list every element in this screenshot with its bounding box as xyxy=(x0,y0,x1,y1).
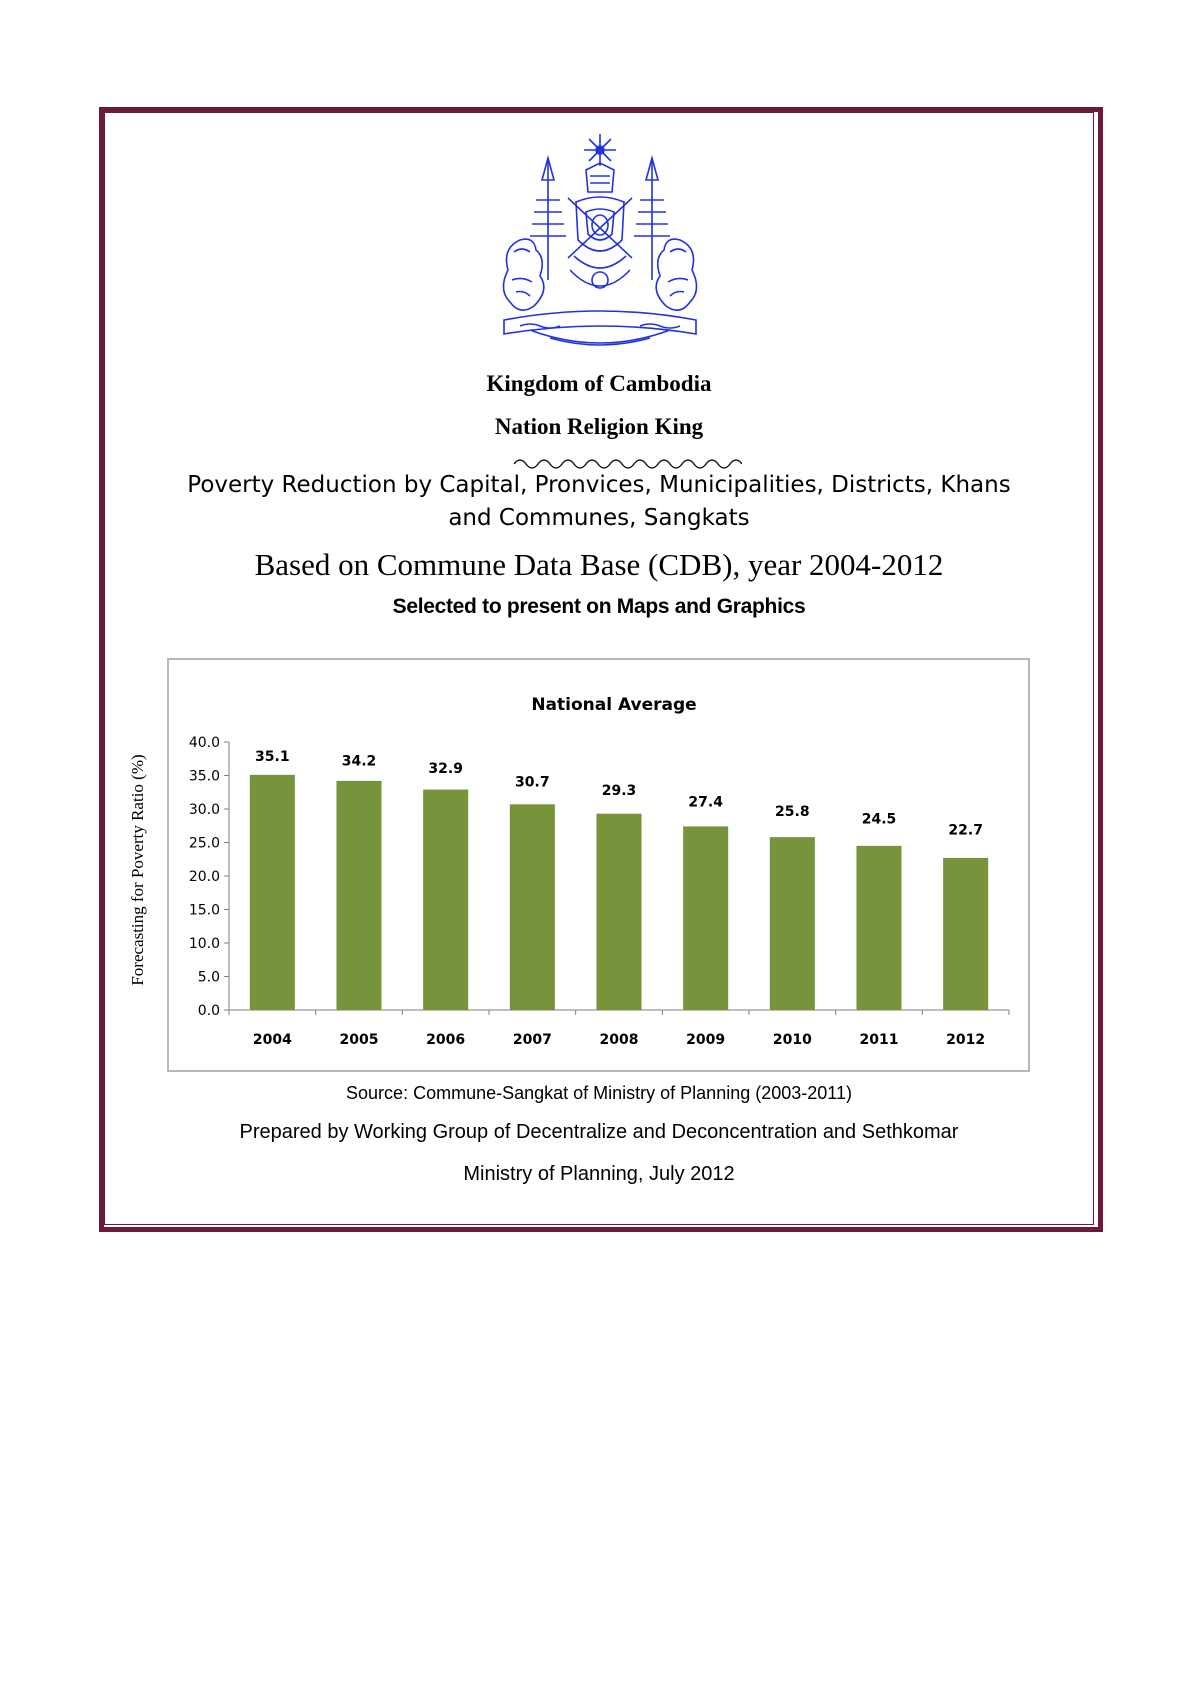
y-tick-label: 30.0 xyxy=(188,802,220,818)
data-label-2011: 24.5 xyxy=(861,811,897,828)
bar-2008 xyxy=(596,814,641,1010)
data-label-2009: 27.4 xyxy=(688,794,723,811)
y-tick-label: 35.0 xyxy=(188,768,220,785)
y-tick-label: 20.0 xyxy=(188,869,220,885)
prepared-by: Prepared by Working Group of Decentralize and Deconcentration and Sethkomar xyxy=(239,1121,959,1143)
bar-2010 xyxy=(770,837,815,1010)
report-basis: Based on Commune Data Base (CDB), year 2004-2012 xyxy=(254,547,944,582)
x-tick-label: 2012 xyxy=(946,1032,986,1048)
y-tick-label: 25.0 xyxy=(188,835,220,852)
bar-series xyxy=(250,775,988,1010)
x-axis xyxy=(229,1010,1009,1048)
y-tick-label: 10.0 xyxy=(188,936,220,952)
bar-2011 xyxy=(856,846,901,1010)
royal-arms-icon xyxy=(490,130,710,355)
data-label-2005: 34.2 xyxy=(341,753,377,770)
y-tick-label: 15.0 xyxy=(188,902,220,919)
source-note: Source: Commune-Sangkat of Ministry of Planning (2003-2011) xyxy=(346,1083,852,1103)
y-tick-label: 0.0 xyxy=(197,1003,220,1019)
kingdom-title: Kingdom of Cambodia xyxy=(486,371,712,396)
y-tick-label: 5.0 xyxy=(197,969,220,986)
ministry-date: Ministry of Planning, July 2012 xyxy=(463,1163,735,1185)
bar-2012 xyxy=(943,858,988,1010)
x-tick-label: 2005 xyxy=(339,1032,379,1048)
bar-2004 xyxy=(250,775,295,1010)
x-tick-label: 2011 xyxy=(859,1032,899,1048)
data-label-2004: 35.1 xyxy=(255,748,290,765)
x-tick-label: 2008 xyxy=(599,1032,639,1048)
report-subject-line1: Poverty Reduction by Capital, Pronvices, Municipalities, Districts, Khans xyxy=(187,472,1011,498)
x-tick-label: 2010 xyxy=(772,1032,812,1048)
bar-2006 xyxy=(423,790,468,1010)
data-label-2006: 32.9 xyxy=(428,761,463,778)
chart-title: National Average xyxy=(531,695,697,715)
data-label-2007: 30.7 xyxy=(515,774,550,791)
report-selection-note: Selected to present on Maps and Graphics xyxy=(392,595,806,618)
x-tick-label: 2004 xyxy=(252,1032,292,1048)
x-tick-label: 2007 xyxy=(512,1032,552,1048)
bar-chart xyxy=(169,660,1028,1070)
x-tick-label: 2006 xyxy=(426,1032,466,1048)
data-label-2010: 25.8 xyxy=(775,803,810,820)
chart-container xyxy=(167,658,1030,1072)
national-motto: Nation Religion King xyxy=(494,414,704,439)
divider-ornament-icon xyxy=(512,455,742,469)
bar-2009 xyxy=(683,826,728,1010)
bar-2005 xyxy=(336,781,381,1010)
bar-2007 xyxy=(510,804,555,1010)
report-subject-line2: and Communes, Sangkats xyxy=(448,505,750,531)
data-label-2008: 29.3 xyxy=(601,782,637,799)
y-axis xyxy=(189,735,229,1019)
x-tick-label: 2009 xyxy=(686,1032,726,1048)
y-tick-label: 40.0 xyxy=(188,735,220,751)
y-axis-label: Forecasting for Poverty Ratio (%) xyxy=(128,754,147,986)
data-label-2012: 22.7 xyxy=(948,822,983,839)
